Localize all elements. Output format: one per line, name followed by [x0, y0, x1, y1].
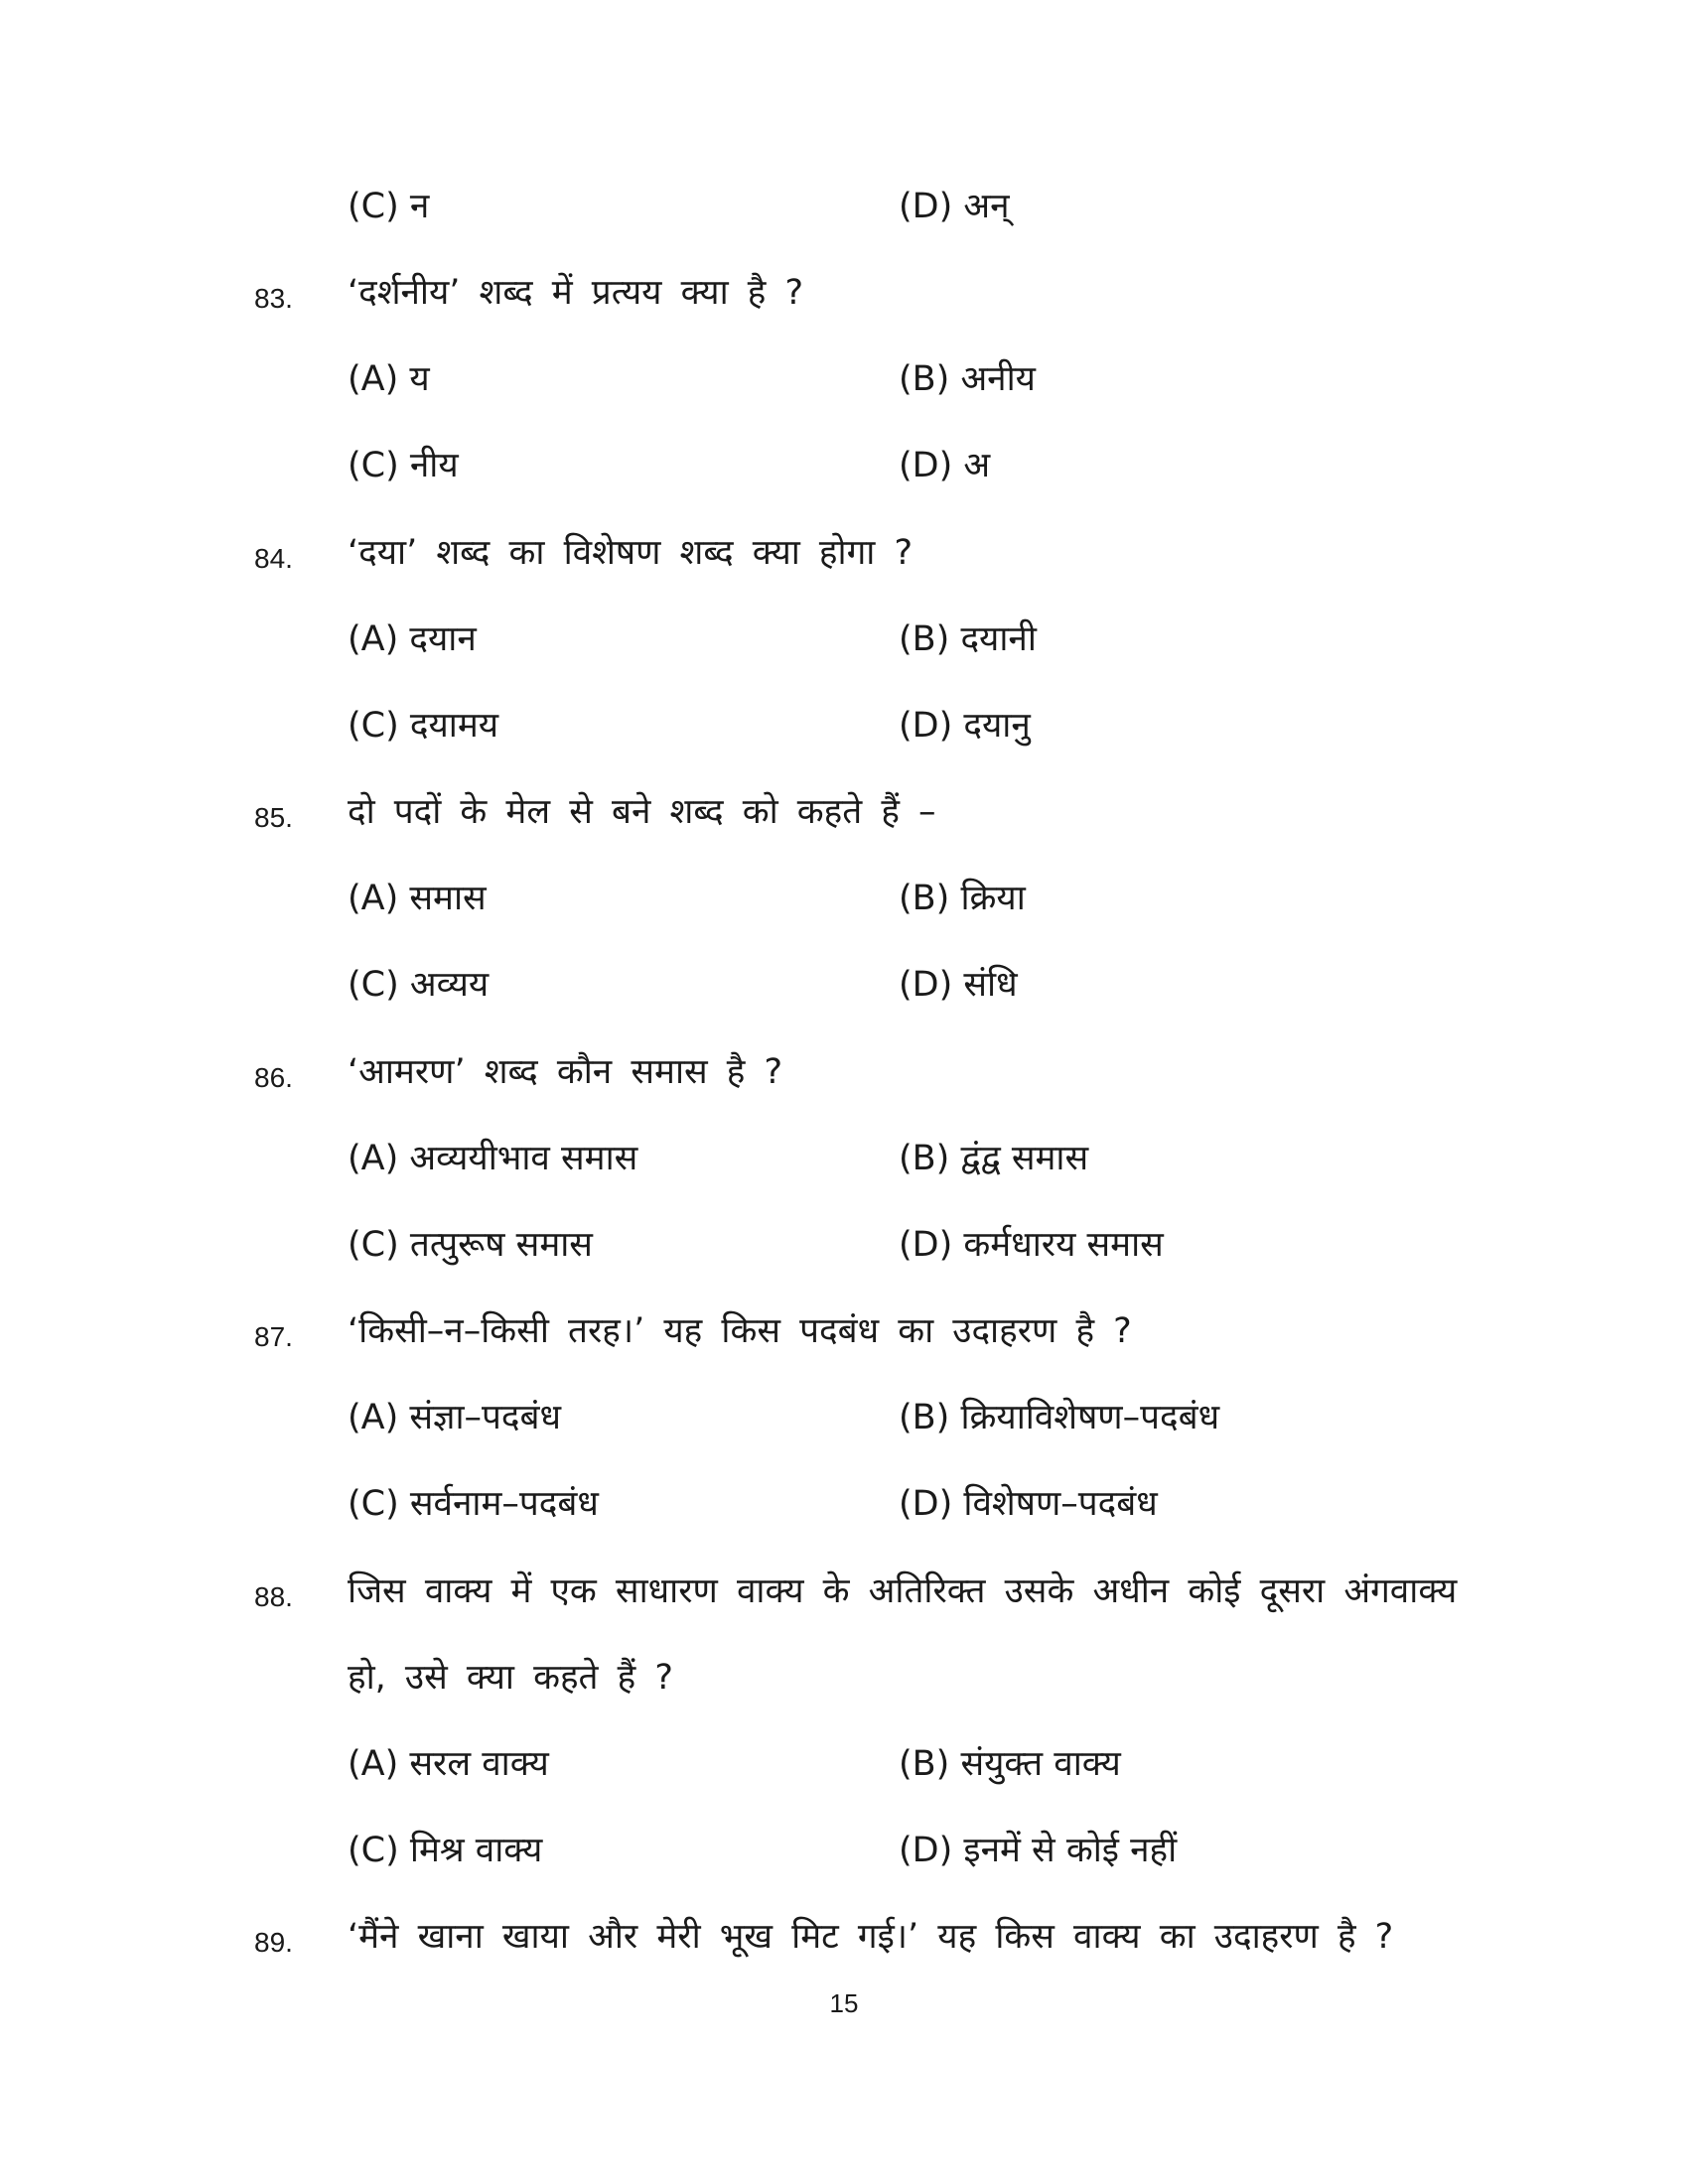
page-number: 15: [829, 1988, 859, 2018]
option-d: (D) विशेषण–पदबंध: [899, 1484, 1158, 1524]
option-b: (B) क्रिया: [899, 879, 1026, 918]
question-number: 83.: [254, 283, 293, 314]
question-text-continued: हो, उसे क्या कहते हैं ?: [348, 1658, 673, 1698]
option-d: (D) संधि: [899, 965, 1018, 1005]
option-d: (D) कर्मधारय समास: [899, 1225, 1164, 1265]
question-text: ‘मैंने खाना खाया और मेरी भूख मिट गई।’ यह किस वाक्य का उदाहरण है ?: [348, 1917, 1394, 1957]
option-b: (B) दयानी: [899, 619, 1037, 659]
option-d: (D) अन्: [899, 187, 1010, 226]
question-number: 87.: [254, 1321, 293, 1352]
option-a: (A) संज्ञा–पदबंध: [348, 1398, 562, 1437]
option-d: (D) दयानु: [899, 706, 1031, 746]
option-b: (B) अनीय: [899, 359, 1036, 399]
question-text: ‘दया’ शब्द का विशेषण शब्द क्या होगा ?: [348, 533, 914, 573]
option-c: (C) दयामय: [348, 706, 499, 746]
option-d: (D) इनमें से कोई नहीं: [899, 1831, 1178, 1870]
question-number: 84.: [254, 543, 293, 574]
option-b: (B) द्वंद्व समास: [899, 1139, 1089, 1178]
option-a: (A) अव्ययीभाव समास: [348, 1139, 638, 1178]
option-a: (A) य: [348, 359, 430, 399]
option-c: (C) न: [348, 187, 430, 226]
question-text: ‘दर्शनीय’ शब्द में प्रत्यय क्या है ?: [348, 273, 804, 313]
option-c: (C) मिश्र वाक्य: [348, 1831, 543, 1870]
option-d: (D) अ: [899, 446, 991, 485]
option-c: (C) सर्वनाम–पदबंध: [348, 1484, 599, 1524]
question-number: 85.: [254, 802, 293, 833]
question-text: ‘किसी–न–किसी तरह।’ यह किस पदबंध का उदाहरण है ?: [348, 1311, 1132, 1351]
option-a: (A) सरल वाक्य: [348, 1744, 549, 1784]
option-c: (C) नीय: [348, 446, 459, 485]
option-a: (A) दयान: [348, 619, 477, 659]
question-number: 86.: [254, 1062, 293, 1093]
question-number: 88.: [254, 1581, 293, 1612]
option-c: (C) तत्पुरूष समास: [348, 1225, 593, 1265]
question-text: ‘आमरण’ शब्द कौन समास है ?: [348, 1052, 783, 1092]
option-b: (B) क्रियाविशेषण–पदबंध: [899, 1398, 1220, 1437]
option-a: (A) समास: [348, 879, 487, 918]
question-number: 89.: [254, 1927, 293, 1958]
question-text: दो पदों के मेल से बने शब्द को कहते हैं –: [348, 792, 936, 832]
option-c: (C) अव्यय: [348, 965, 490, 1005]
option-b: (B) संयुक्त वाक्य: [899, 1744, 1121, 1784]
question-text: जिस वाक्य में एक साधारण वाक्य के अतिरिक्त उसके अधीन कोई दूसरा अंगवाक्य: [348, 1571, 1458, 1611]
